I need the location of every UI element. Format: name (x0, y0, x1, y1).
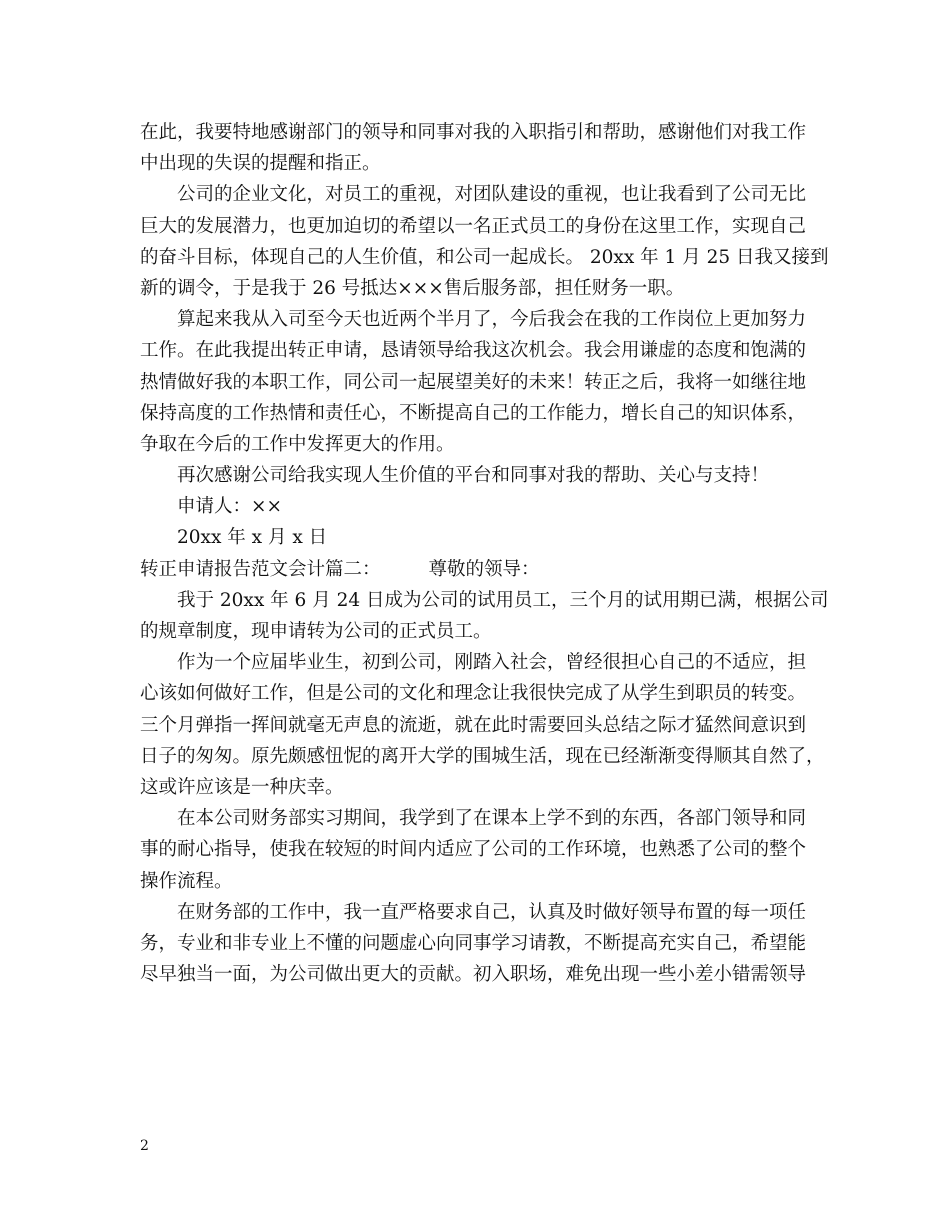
text-line: 操作流程。 (140, 870, 233, 892)
text-line: 三个月弹指一挥间就毫无声息的流逝，就在此时需要回头总结之际才猛然间意识到 (140, 714, 807, 736)
text-line: 事的耐心指导，使我在较短的时间内适应了公司的工作环境，也熟悉了公司的整个 (140, 839, 807, 861)
text-line: 这或许应该是一种庆幸。 (140, 776, 344, 798)
text-line: 心该如何做好工作，但是公司的文化和理念让我很快完成了从学生到职员的转变。 (140, 683, 807, 705)
date-line: 20xx 年 x 月 x 日 (177, 527, 328, 549)
text-line: 公司的企业文化，对员工的重视，对团队建设的重视，也让我看到了公司无比 (177, 184, 807, 206)
text-line: 的奋斗目标，体现自己的人生价值，和公司一起成长。 20xx 年 1 月 25 日我又接到 (140, 246, 829, 268)
applicant-line: 申请人：×× (177, 496, 283, 518)
text-line: 我于 20xx 年 6 月 24 日成为公司的试用员工，三个月的试用期已满，根据公司 (177, 589, 829, 611)
text-line: 巨大的发展潜力，也更加迫切的希望以一名正式员工的身份在这里工作，实现自己 (140, 215, 807, 237)
text-line: 热情做好我的本职工作，同公司一起展望美好的未来！转正之后，我将一如继往地 (140, 371, 807, 393)
text-line: 尽早独当一面，为公司做出更大的贡献。初入职场，难免出现一些小差小错需领导 (140, 964, 807, 986)
text-line: 再次感谢公司给我实现人生价值的平台和同事对我的帮助、关心与支持！ (177, 465, 770, 487)
text-line: 在财务部的工作中，我一直严格要求自己，认真及时做好领导布置的每一项任 (177, 901, 807, 923)
section-title: 转正申请报告范文会计篇二： (140, 558, 381, 580)
text-line: 保持高度的工作热情和责任心，不断提高自己的工作能力，增长自己的知识体系， (140, 402, 807, 424)
section-heading-line (140, 554, 830, 585)
page-number: 2 (140, 1138, 149, 1154)
text-line: 在本公司财务部实习期间，我学到了在课本上学不到的东西，各部门领导和同 (177, 808, 807, 830)
text-line: 日子的匆匆。原先颇感忸怩的离开大学的围城生活，现在已经渐渐变得顺其自然了， (140, 745, 825, 767)
text-line: 算起来我从入司至今天也近两个半月了，今后我会在我的工作岗位上更加努力 (177, 309, 807, 331)
text-line: 工作。在此我提出转正申请，恳请领导给我这次机会。我会用谦虚的态度和饱满的 (140, 340, 807, 362)
text-line: 的规章制度，现申请转为公司的正式员工。 (140, 621, 492, 642)
text-line: 中出现的失误的提醒和指正。 (140, 153, 381, 175)
text-line: 争取在今后的工作中发挥更大的作用。 (140, 433, 455, 455)
text-line: 新的调令，于是我于 26 号抵达×××售后服务部，担任财务一职。 (140, 277, 685, 299)
text-line: 在此，我要特地感谢部门的领导和同事对我的入职指引和帮助，感谢他们对我工作 (140, 122, 807, 143)
document-body (140, 117, 830, 990)
text-line: 作为一个应届毕业生，初到公司，刚踏入社会，曾经很担心自己的不适应，担 (177, 652, 807, 674)
text-line: 务，专业和非专业上不懂的问题虚心向同事学习请教，不断提高充实自己，希望能 (140, 932, 807, 954)
salutation: 尊敬的领导： (428, 558, 540, 580)
